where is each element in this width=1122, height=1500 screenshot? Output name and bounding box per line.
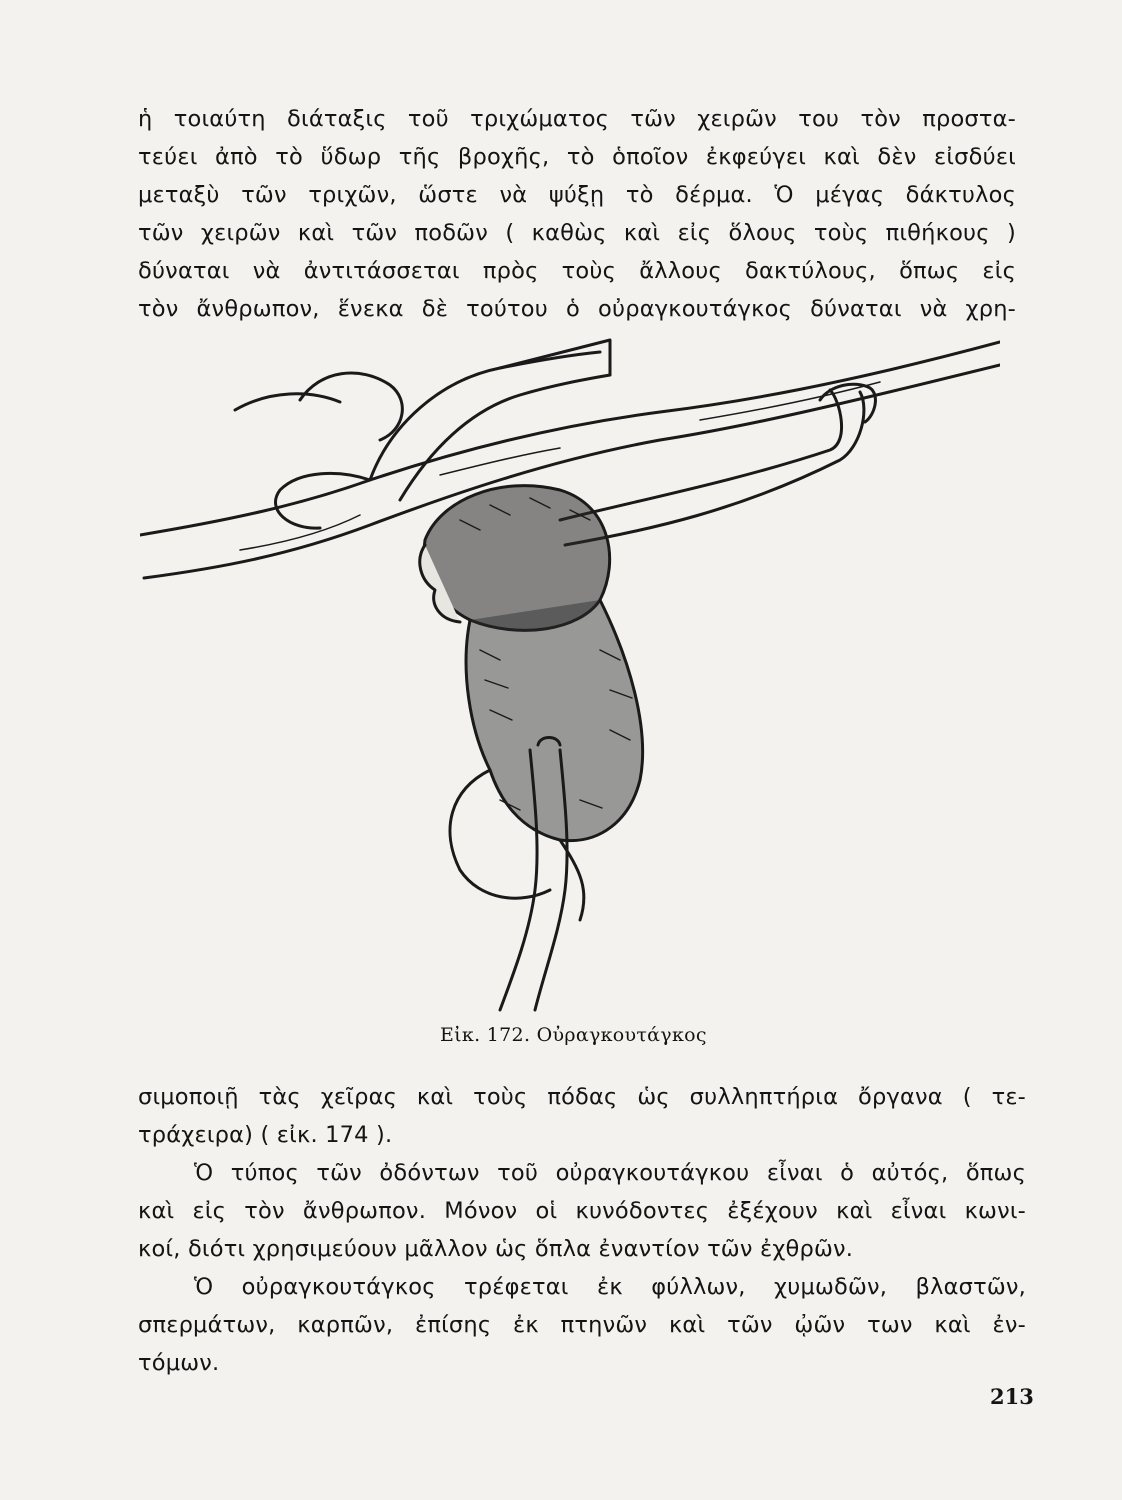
- text-line: σιμοποιῇ τὰς χεῖρας καὶ τοὺς πόδας ὡς συλληπτήρια ὄργανα ( τε-: [138, 1084, 1026, 1110]
- text-line: τράχειρα) ( εἰκ. 174 ).: [138, 1122, 393, 1148]
- text-line: τῶν χειρῶν καὶ τῶν ποδῶν ( καθὼς καὶ εἰς ὅλους τοὺς πιθήκους ): [138, 220, 1016, 246]
- text-line: μεταξὺ τῶν τριχῶν, ὥστε νὰ ψύξῃ τὸ δέρμα. Ὁ μέγας δάκτυλος: [138, 182, 1016, 208]
- text-line: δύναται νὰ ἀντιτάσσεται πρὸς τοὺς ἄλλους δακτύλους, ὅπως εἰς: [138, 258, 1016, 284]
- figure-caption: Εἰκ. 172. Οὐραγκουτάγκος: [440, 1024, 707, 1046]
- orangutan-hanging-from-branch-illustration: [140, 330, 1000, 1030]
- text-line: κοί, διότι χρησιμεύουν μᾶλλον ὡς ὅπλα ἐναντίον τῶν ἐχθρῶν.: [138, 1236, 854, 1262]
- page-number: 213: [990, 1384, 1034, 1409]
- text-line: Ὁ τύπος τῶν ὀδόντων τοῦ οὐραγκουτάγκου εἶναι ὁ αὐτός, ὅπως: [194, 1160, 1026, 1186]
- paragraph: [138, 1078, 1026, 1154]
- paragraph: [138, 1154, 1026, 1268]
- paragraph: [138, 1268, 1026, 1382]
- text-line: τὸν ἄνθρωπον, ἕνεκα δὲ τούτου ὁ οὐραγκουτάγκος δύναται νὰ χρη-: [138, 296, 1016, 322]
- bottom-paragraphs: [138, 1078, 1026, 1382]
- text-line: σπερμάτων, καρπῶν, ἐπίσης ἐκ πτηνῶν καὶ τῶν ᾠῶν των καὶ ἐν-: [138, 1312, 1026, 1338]
- text-line: τεύει ἀπὸ τὸ ὕδωρ τῆς βροχῆς, τὸ ὁποῖον ἐκφεύγει καὶ δὲν εἰσδύει: [138, 144, 1016, 170]
- text-line: καὶ εἰς τὸν ἄνθρωπον. Μόνον οἱ κυνόδοντες ἐξέχουν καὶ εἶναι κωνι-: [138, 1198, 1026, 1224]
- text-line: ἡ τοιαύτη διάταξις τοῦ τριχώματος τῶν χειρῶν του τὸν προστα-: [138, 106, 1016, 132]
- text-line: Ὁ οὐραγκουτάγκος τρέφεται ἐκ φύλλων, χυμωδῶν, βλαστῶν,: [194, 1274, 1026, 1300]
- text-line: τόμων.: [138, 1350, 220, 1376]
- figure-orangutan: [140, 330, 1000, 1030]
- top-paragraph: [138, 100, 1016, 328]
